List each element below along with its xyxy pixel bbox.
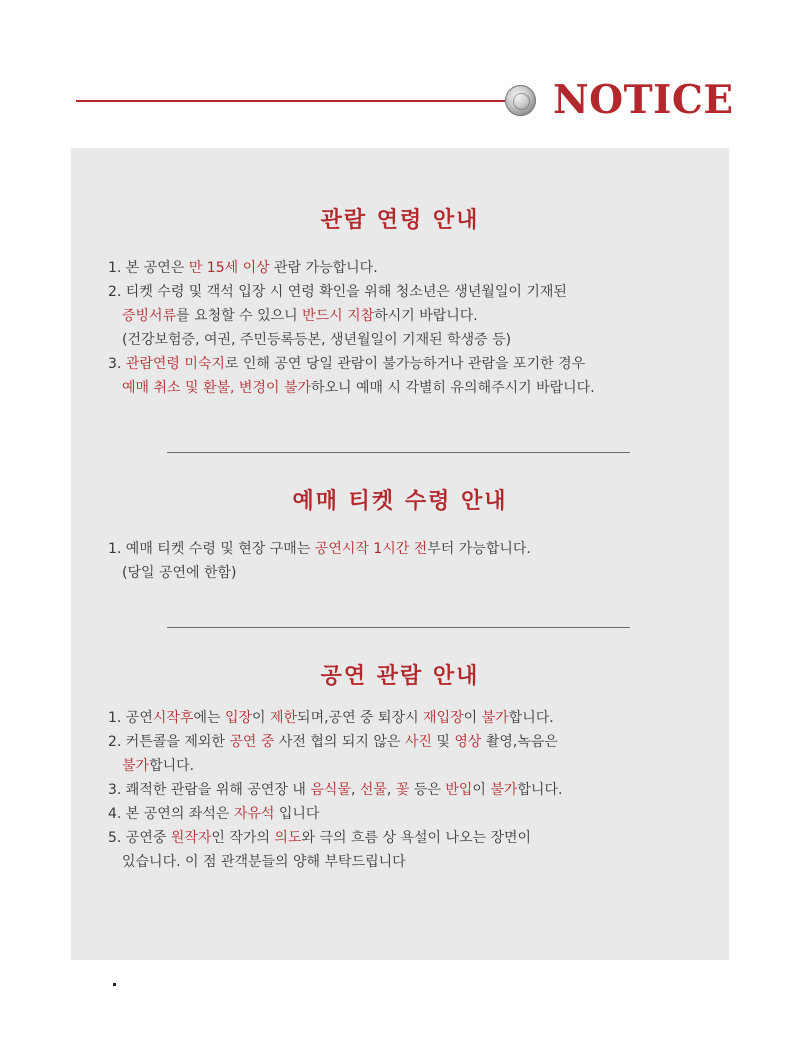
line [108, 778, 708, 802]
highlight-text: 증빙서류 [122, 308, 177, 324]
highlight-text: 반입 [445, 782, 473, 798]
notice-title: NOTICE [553, 77, 734, 123]
highlight-text: 재입장 [423, 710, 464, 726]
line [108, 352, 708, 376]
text-run: 이 [472, 782, 491, 798]
line [108, 730, 708, 754]
highlight-text: 불가 [490, 782, 518, 798]
text-run: (당일 공연에 한함) [122, 565, 237, 581]
list-item [108, 826, 708, 874]
text-run: 이 [252, 710, 270, 726]
text-run: 입니다 [274, 806, 320, 822]
text-run: 등은 [409, 782, 446, 798]
list-item [108, 280, 708, 352]
highlight-text: 음식물 [310, 782, 351, 798]
highlight-text: 영상 [454, 734, 482, 750]
viewing-guide-list [108, 706, 708, 874]
bottom-dot [113, 983, 116, 986]
text-run: 하시기 바랍니다. [374, 308, 478, 324]
text-run: 5. 공연중 [108, 830, 171, 846]
header-rule [76, 100, 508, 102]
line [108, 328, 708, 352]
highlight-text: 사진 [404, 734, 432, 750]
text-run: 2. 커튼콜을 제외한 [108, 734, 230, 750]
text-run: 합니다. [508, 710, 554, 726]
list-item [108, 706, 708, 730]
section-divider [167, 627, 630, 628]
line [108, 561, 708, 585]
text-run: 합니다. [149, 758, 195, 774]
text-run: 부터 가능합니다. [427, 541, 531, 557]
highlight-text: 시작후 [152, 710, 194, 726]
highlight-text: 자유석 [233, 806, 275, 822]
text-run: 있습니다. 이 점 관객분들의 양해 부탁드립니다 [122, 854, 406, 870]
line [108, 280, 708, 304]
text-run: 되며,공연 중 퇴장시 [297, 710, 424, 726]
line [108, 537, 708, 561]
highlight-text: 선물 [359, 782, 387, 798]
list-item [108, 802, 708, 826]
text-run: 하오니 예매 시 각별히 유의해주시기 바랍니다. [311, 380, 595, 396]
text-run: 1. 예매 티켓 수령 및 현장 구매는 [108, 541, 315, 557]
highlight-text: 입장 [224, 710, 252, 726]
text-run: , [350, 782, 360, 798]
list-item [108, 778, 708, 802]
highlight-text: 공연시작 1시간 전 [314, 541, 428, 557]
text-run: 촬영,녹음은 [481, 734, 558, 750]
list-item [108, 352, 708, 400]
line [108, 754, 708, 778]
text-run: 3. [108, 356, 126, 372]
line [108, 706, 708, 730]
section-title-age-guide: 관람 연령 안내 [320, 207, 480, 233]
text-run: 4. 본 공연의 좌석은 [108, 806, 234, 822]
notice-header [0, 0, 800, 140]
highlight-text: 원작자 [170, 830, 212, 846]
age-guide-list [108, 256, 708, 400]
text-run: 1. 공연 [108, 710, 153, 726]
highlight-text: 반드시 지참 [302, 308, 375, 324]
line [108, 376, 708, 400]
highlight-text: 불가 [481, 710, 509, 726]
list-item [108, 730, 708, 778]
section-title-viewing-guide: 공연 관람 안내 [320, 663, 480, 689]
highlight-text: 제한 [269, 710, 298, 726]
text-run: 및 [431, 734, 455, 750]
coin-ornament-icon [505, 85, 536, 116]
line [108, 802, 708, 826]
text-run: 관람 가능합니다. [269, 260, 378, 276]
notice-panel [71, 148, 729, 960]
text-run: 2. 티켓 수령 및 객석 입장 시 연령 확인을 위해 청소년은 생년월일이 기재된 [108, 284, 567, 300]
text-run: 1. 본 공연은 [108, 260, 189, 276]
section-divider [167, 452, 630, 453]
highlight-text: 예매 취소 및 환불, 변경이 불가 [122, 380, 311, 396]
line [108, 850, 708, 874]
text-run: , [386, 782, 396, 798]
line [108, 256, 708, 280]
section-title-ticket-pickup: 예매 티켓 수령 안내 [292, 488, 508, 514]
text-run: 이 [463, 710, 482, 726]
text-run: 로 인해 공연 당일 관람이 불가능하거나 관람을 포기한 경우 [224, 356, 586, 372]
text-run: 에는 [193, 710, 225, 726]
highlight-text: 불가 [122, 758, 150, 774]
list-item [108, 256, 708, 280]
highlight-text: 만 15세 이상 [188, 260, 270, 276]
highlight-text: 의도 [274, 830, 302, 846]
highlight-text: 꽃 [395, 782, 410, 798]
highlight-text: 공연 중 [229, 734, 275, 750]
text-run: 를 요청할 수 있으니 [176, 308, 303, 324]
line [108, 826, 708, 850]
text-run: 와 극의 흐름 상 욕설이 나오는 장면이 [301, 830, 532, 846]
line [108, 304, 708, 328]
text-run: 사전 협의 되지 않은 [274, 734, 405, 750]
text-run: 3. 쾌적한 관람을 위해 공연장 내 [108, 782, 311, 798]
text-run: (건강보험증, 여권, 주민등록등본, 생년월일이 기재된 학생증 등) [122, 332, 512, 348]
ticket-pickup-list [108, 537, 708, 585]
text-run: 인 작가의 [211, 830, 275, 846]
highlight-text: 관람연령 미숙지 [125, 356, 225, 372]
list-item [108, 537, 708, 585]
text-run: 합니다. [517, 782, 563, 798]
